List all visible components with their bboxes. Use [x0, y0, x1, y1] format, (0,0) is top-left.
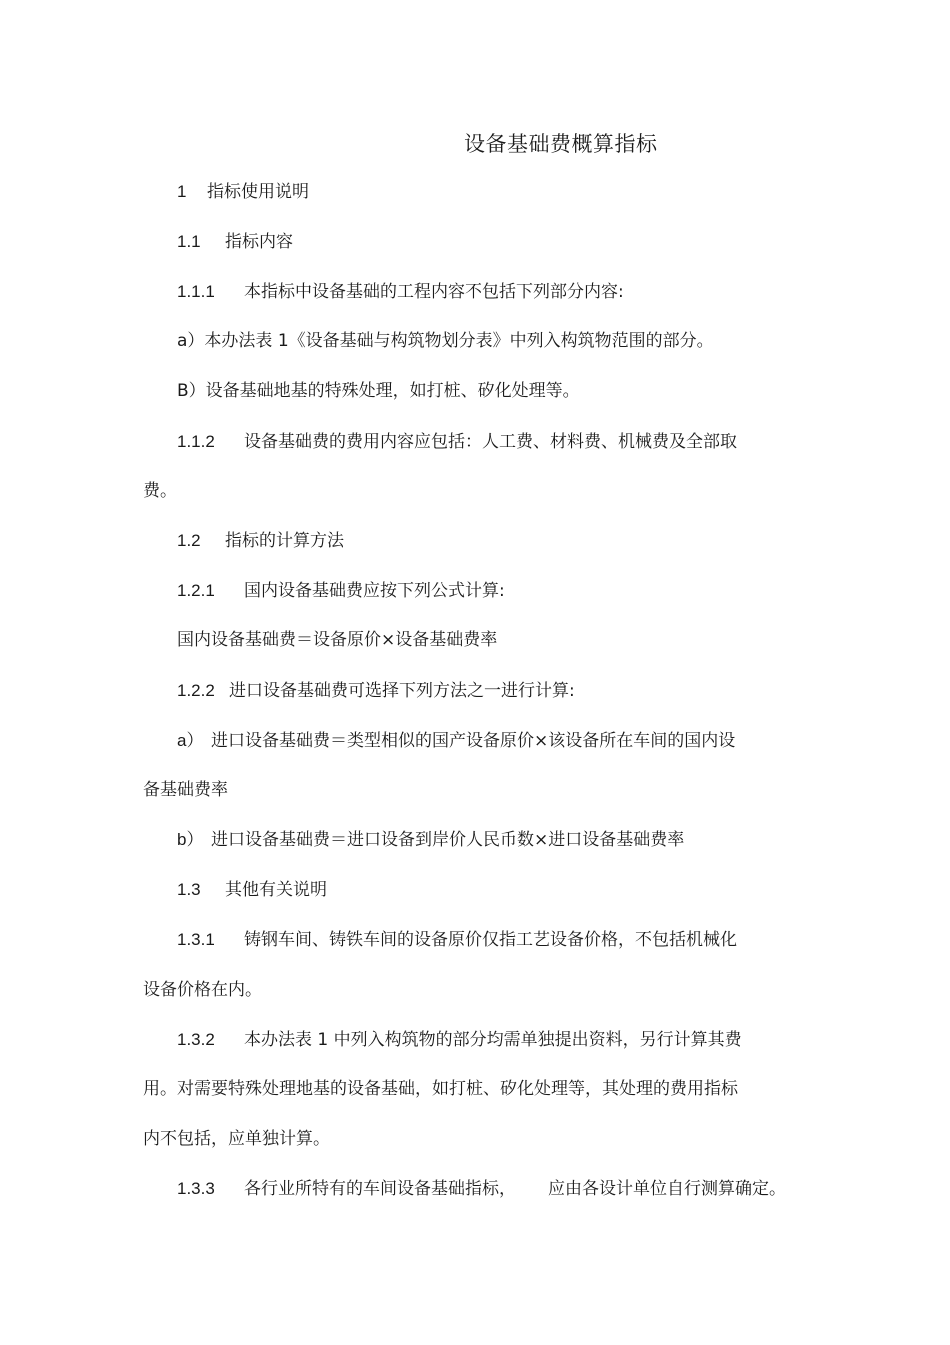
section-number: 1.3 — [177, 880, 201, 899]
section-1-3 — [177, 879, 327, 901]
section-1-3-1 — [177, 929, 737, 951]
section-number: 1.3.1 — [177, 930, 215, 949]
paragraph-continuation: 费。 — [143, 481, 177, 501]
section-1-1-1 — [177, 281, 624, 303]
paragraph-continuation: 内不包括，应单独计算。 — [143, 1129, 330, 1149]
formula-domestic: 国内设备基础费＝设备原价×设备基础费率 — [177, 630, 498, 650]
section-1-3-3 — [177, 1178, 786, 1200]
list-item-2a — [177, 730, 735, 752]
list-item-b: B）设备基础地基的特殊处理，如打桩、矽化处理等。 — [177, 381, 580, 401]
paragraph-text: 设备基础费的费用内容应包括：人工费、材料费、机械费及全部取 — [244, 432, 737, 452]
section-number: 1.2.2 — [177, 681, 215, 700]
paragraph-text: 进口设备基础费可选择下列方法之一进行计算: — [229, 681, 575, 701]
section-1-2-1 — [177, 580, 505, 602]
paragraph-text: 本办法表 1 中列入构筑物的部分均需单独提出资料，另行计算其费 — [244, 1030, 742, 1050]
paragraph-continuation: 设备价格在内。 — [143, 980, 262, 1000]
paragraph-continuation: 备基础费率 — [143, 780, 228, 800]
section-heading: 指标内容 — [225, 232, 293, 252]
list-item-a: a）本办法表 1《设备基础与构筑物划分表》中列入构筑物范围的部分。 — [177, 331, 714, 351]
paragraph-text: 各行业所特有的车间设备基础指标， — [244, 1179, 516, 1199]
section-1 — [177, 181, 309, 203]
paragraph-text: 国内设备基础费应按下列公式计算: — [244, 581, 505, 601]
section-number: 1.3.3 — [177, 1179, 215, 1198]
list-label: a） — [177, 731, 204, 750]
section-1-2 — [177, 530, 344, 552]
section-number: 1.3.2 — [177, 1030, 215, 1049]
paragraph-text: 进口设备基础费＝进口设备到岸价人民币数×进口设备基础费率 — [211, 830, 685, 850]
paragraph-continuation: 用。对需要特殊处理地基的设备基础，如打桩、矽化处理等，其处理的费用指标 — [143, 1079, 738, 1099]
section-heading: 其他有关说明 — [225, 880, 327, 900]
section-heading: 指标使用说明 — [207, 182, 309, 202]
section-number: 1.2.1 — [177, 581, 215, 600]
list-item-2b — [177, 829, 684, 851]
section-1-3-2 — [177, 1029, 742, 1051]
paragraph-text: 本指标中设备基础的工程内容不包括下列部分内容: — [244, 282, 624, 302]
section-1-1-2 — [177, 431, 737, 453]
paragraph-text: 铸钢车间、铸铁车间的设备原价仅指工艺设备价格，不包括机械化 — [244, 930, 737, 950]
paragraph-text: 进口设备基础费＝类型相似的国产设备原价×该设备所在车间的国内设 — [211, 731, 736, 751]
list-label: b） — [177, 830, 204, 849]
section-number: 1.2 — [177, 531, 201, 550]
section-heading: 指标的计算方法 — [225, 531, 344, 551]
section-number: 1.1 — [177, 232, 201, 251]
section-1-2-2 — [177, 680, 575, 702]
document-title: 设备基础费概算指标 — [464, 132, 658, 156]
section-number: 1.1.2 — [177, 432, 215, 451]
section-number: 1.1.1 — [177, 282, 215, 301]
section-1-1 — [177, 231, 293, 253]
paragraph-text: 应由各设计单位自行测算确定。 — [548, 1179, 786, 1199]
section-number: 1 — [177, 182, 187, 201]
